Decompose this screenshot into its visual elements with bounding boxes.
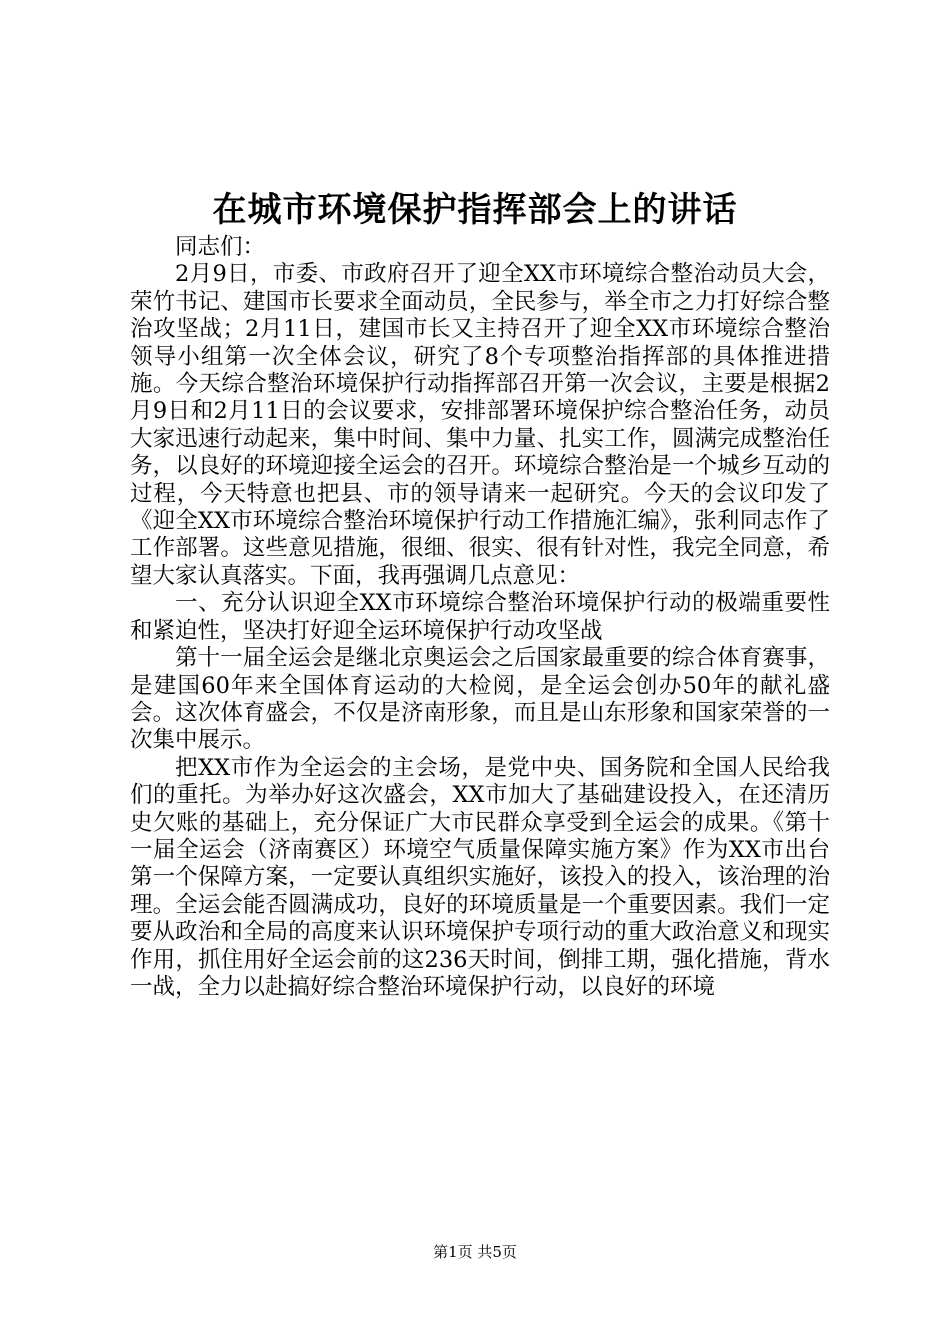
body-paragraph: 把XX市作为全运会的主会场，是党中央、国务院和全国人民给我们的重托。为举办好这次盛会，XX市加大了基础建设投入，在还清历史欠账的基础上，充分保证广大市民群众享受到全运会的成果。《第十一届全运会（济南赛区）环境空气质量保障实施方案》作为XX市出台第一个保障方案，一定要认真组织实施好，该投入的投入，该治理的治理。全运会能否圆满成功，良好的环境质量是一个重要因素。我们一定要从政治和全局的高度来认识环境保护专项行动的重大政治意义和现实作用，抓住用好全运会前的这236天时间，倒排工期，强化措施，背水一战，全力以赴搞好综合整治环境保护行动，以良好的环境 [130, 754, 830, 1000]
document-body [130, 234, 830, 1001]
body-paragraph: 第十一届全运会是继北京奥运会之后国家最重要的综合体育赛事，是建国60年来全国体育运动的大检阅，是全运会创办50年的献礼盛会。这次体育盛会，不仅是济南形象，而且是山东形象和国家荣誉的一次集中展示。 [130, 645, 830, 754]
page-number-footer: 第1页 共5页 [433, 1243, 517, 1261]
section-heading-paragraph: 一、充分认识迎全XX市环境综合整治环境保护行动的极端重要性和紧迫性，坚决打好迎全运环境保护行动攻坚战 [130, 590, 830, 644]
body-paragraph: 2月9日，市委、市政府召开了迎全XX市环境综合整治动员大会，荣竹书记、建国市长要求全面动员，全民参与，举全市之力打好综合整治攻坚战；2月11日，建国市长又主持召开了迎全XX市环境综合整治领导小组第一次全体会议，研究了8个专项整治指挥部的具体推进措施。今天综合整治环境保护行动指挥部召开第一次会议，主要是根据2月9日和2月11日的会议要求，安排部署环境保护综合整治任务，动员大家迅速行动起来，集中时间、集中力量、扎实工作，圆满完成整治任务，以良好的环境迎接全运会的召开。环境综合整治是一个城乡互动的过程，今天特意也把县、市的领导请来一起研究。今天的会议印发了《迎全XX市环境综合整治环境保护行动工作措施汇编》，张利同志作了工作部署。这些意见措施，很细、很实、很有针对性，我完全同意，希望大家认真落实。下面，我再强调几点意见： [130, 261, 830, 589]
salutation-paragraph: 同志们： [175, 234, 266, 260]
document-title: 在城市环境保护指挥部会上的讲话 [212, 190, 738, 230]
